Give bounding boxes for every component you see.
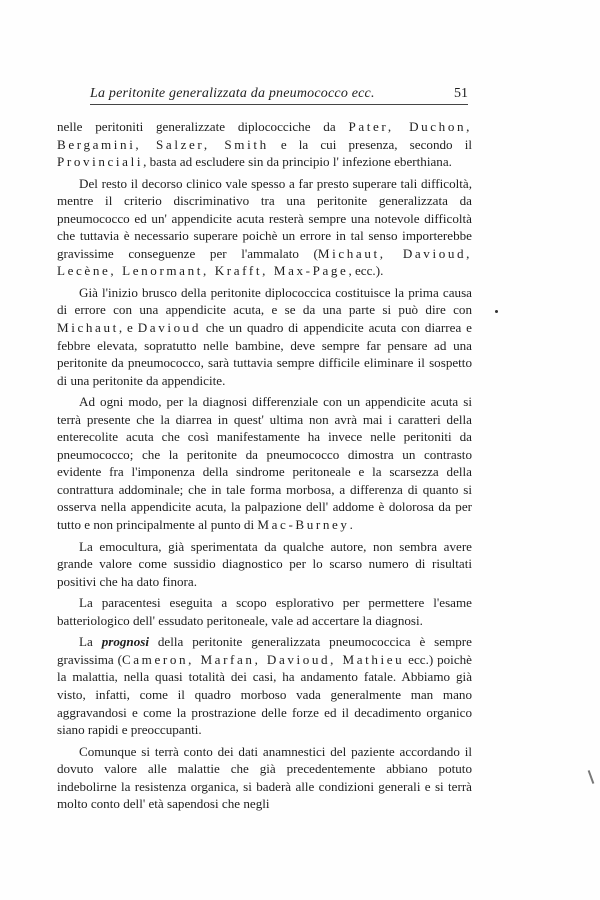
text-run: , ecc.). <box>348 263 384 279</box>
edge-mark <box>588 770 595 784</box>
text-run: Già l'inizio brusco della peritonite diplococcica costituisce la prima causa di errore con una appendicite acuta, e se da una parte si può dire con <box>57 284 472 318</box>
paragraph <box>57 118 472 171</box>
header-rule <box>90 104 468 105</box>
running-header <box>90 86 468 102</box>
text-run: della peritonite generalizzata pneumococcica è sempre gravissima ( <box>57 634 472 667</box>
text-run: Del resto il decorso clinico vale spesso a far presto superare tali difficoltà, mentre il criterio discriminativo tra una peritonite generalizzata da pneumococco ed un' appendicite acuta resterà sempre una notevole difficoltà che tuttavia è necessario superare poichè un errore in tal senso importerebbe gravissime conseguenze per l'ammalato ( <box>57 175 472 261</box>
author-names: Michaut <box>57 320 119 336</box>
margin-speck <box>495 310 498 313</box>
author-names: Pater, Duchon, Bergamini, Salzer, Smith <box>57 119 472 152</box>
text-run: Ad ogni modo, per la diagnosi differenziale con un appendicite acuta si terrà presente che la diarrea in quest' ultima non avrà mai i caratteri della enterecolite acuta che così manifestamente ha invece nelle peritoniti da pneumococco; che la peritonite da pneumococco dimostra un contrasto evidente fra l'imponenza della sindrome peritoneale e la scarsezza della contrattura addominale; che in tale forma morbosa, a differenza di quanto si osserva nella appendicite acuta, la palpazione dell' addome è dolorosa da per tutto e non principalmente al punto di <box>57 394 472 533</box>
author-names: Mac-Burney <box>257 517 350 533</box>
running-title: La peritonite generalizzata da pneumococco ecc. <box>90 86 375 101</box>
body-text <box>57 118 472 813</box>
emphasis-text: prognosi <box>101 634 149 650</box>
text-run: La <box>79 634 102 650</box>
text-run: ecc.) poichè la malattia, nella quasi totalità dei casi, ha andamento fatale. Abbiamo già visto, infatti, come il quadro morboso vada generalmente man mano aggravandosi e come la prostrazione delle forze ed il decadimento organico siano rapidi e preoccupanti. <box>57 651 472 738</box>
paragraph <box>57 594 472 629</box>
text-run: . <box>349 517 353 533</box>
paragraph <box>57 743 472 813</box>
text-run: , e <box>118 320 138 336</box>
paragraph <box>57 284 472 389</box>
paragraph <box>57 393 472 533</box>
text-run: La paracentesi eseguita a scopo esplorativo per permettere l'esame batteriologico dell' essudato peritoneale, vale ad accertare la diagnosi. <box>57 595 472 628</box>
author-names: Michaut, Davioud, Lecène, Lenormant, Krafft, Max-Page <box>57 245 473 279</box>
page-number: 51 <box>454 86 468 101</box>
paragraph <box>57 633 472 738</box>
paragraph <box>57 175 472 280</box>
author-names: Provinciali <box>57 154 144 170</box>
author-names: Cameron, Marfan, Davioud, Mathieu <box>121 651 405 667</box>
text-run: , basta ad escludere sin da principio l' infezione eberthiana. <box>143 154 452 170</box>
author-names: Davioud <box>137 320 202 336</box>
text-run: La emocultura, già sperimentata da qualche autore, non sembra avere grande valore come sussidio diagnostico per lo scarso numero di risultati positivi che ha dato finora. <box>57 538 472 589</box>
paragraph <box>57 538 472 591</box>
text-run: che un quadro di appendicite acuta con diarrea e febbre elevata, sopratutto nelle bambine, deve sempre far pensare ad una peritonite da pneumococco, sarà tuttavia sempre difficile eliminare il sospetto di una peritonite da appendicite. <box>57 320 472 388</box>
text-run: nelle peritoniti generalizzate diplococciche da <box>57 119 349 134</box>
text-run: Comunque si terrà conto dei dati anamnestici del paziente accordando il dovuto valore alle malattie che già precedentemente abbiano potuto indebolirne la resistenza organica, si baderà alle condizioni generali e si terrà molto conto dell' età sapendosi che negli <box>57 743 472 812</box>
text-run: e la cui presenza, secondo il <box>268 136 472 152</box>
